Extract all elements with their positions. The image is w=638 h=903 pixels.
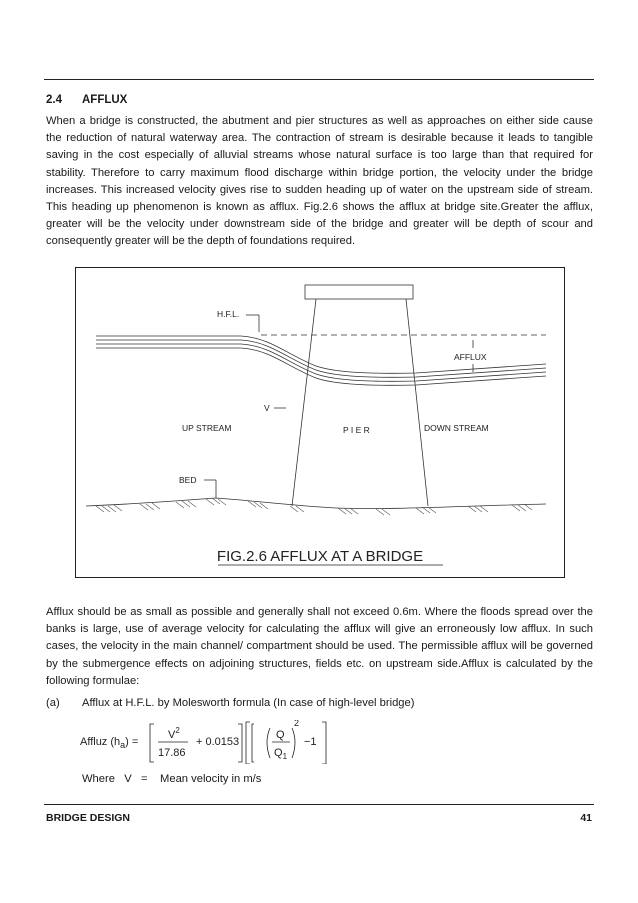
paragraph-afflux-limits: Afflux should be as small as possible and generally shall not exceed 0.6m. Where the floods spread over the banks is large, use of average velocity for calculating the afflux will give an erroneously low afflux. In such cases, the velocity in the main channel/ compartment should be used. The permissible afflux will be governed by the submergence effects on adjoining structures, fields etc. on upstream side.Afflux is calculated by the following formulae: [46,606,593,687]
formula-v: $V^2$ [168,726,180,741]
section-title: AFFLUX [82,94,128,106]
formula-item-a [46,697,414,709]
footer-page-number: 41 [580,812,592,824]
molesworth-formula [80,720,380,764]
section-heading [46,94,127,106]
river-bed [86,498,546,509]
pier-left-edge [292,299,316,506]
bridge-deck [305,285,413,299]
water-line-3 [96,344,546,381]
label-downstream: DOWN STREAM [424,423,489,433]
formula-minus-one: −1 [304,736,317,748]
label-bed: BED [179,475,197,485]
formula-q: Q [276,729,285,741]
top-rule [44,79,594,80]
footer-rule [44,804,594,805]
paren-left [267,728,270,758]
formula-exponent: 2 [294,720,300,728]
formula-plus-term: + 0.0153 [196,736,240,748]
where-clause: Where V = Mean velocity in m/s [82,773,262,785]
label-velocity: V [264,403,270,413]
label-pier: P I E R [343,425,370,435]
figure-caption: FIG.2.6 AFFLUX AT A BRIDGE [216,548,424,565]
bracket-left-3 [252,724,254,762]
paragraph-intro: When a bridge is constructed, the abutment and pier structures as well as approaches on either side cause the reduction of natural waterway area. The contraction of stream is desirable because it leads to tangible saving in the cost especially of alluvial streams whose natural surface is too large than that required for stability. Therefore to carry maximum flood discharge within bridge portion, the velocity under the bridge increases. This increased velocity gives rise to sudden heading up of water on the upstream side of stream. This heading up phenomenon is known as afflux. Fig.2.6 shows the afflux at bridge site.Greater the afflux, greater will be the velocity under downstream side of the bridge and greater will be depth of scour and consequently greater will be the depth of foundations required. [46,115,593,248]
label-afflux: AFFLUX [454,352,487,362]
figure-afflux [75,267,565,578]
item-text: Afflux at H.F.L. by Molesworth formula (In case of high-level bridge) [82,697,415,709]
bracket-left-1 [150,724,154,762]
formula-denominator: 17.86 [158,747,186,759]
footer-book-title: BRIDGE DESIGN [46,812,131,824]
bracket-right-2 [322,722,326,764]
pier-right-edge [406,299,428,506]
formula-q1: $Q_1$ [274,747,288,761]
section-number: 2.4 [46,94,62,106]
figure-drawing [76,268,566,579]
formula-lhs: Affluz $(h_a)$ = [80,736,139,750]
item-label: (a) [46,697,60,709]
label-upstream: UP STREAM [182,423,232,433]
paren-right [292,728,295,758]
label-hfl: H.F.L. [217,309,240,319]
bracket-left-2 [246,722,250,764]
